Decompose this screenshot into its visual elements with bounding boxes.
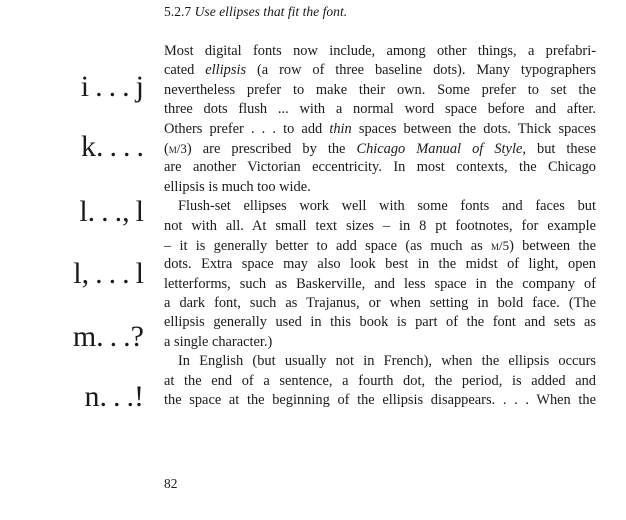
section-heading	[164, 2, 347, 21]
body-text	[164, 42, 596, 410]
text-line: are another Victorian eccentricity. In most contexts, the Chicago	[164, 159, 596, 176]
paragraph-start: In English (but usually not in French), when the ellipsis occurs	[178, 353, 596, 370]
text-line: ellipsis is much too wide.	[164, 178, 311, 195]
text-line: (m/3) are prescribed by the Chicago Manual of Style, but these	[164, 140, 597, 157]
page-number: 82	[164, 476, 178, 491]
small-caps: m/3	[168, 140, 187, 156]
text-line: Others prefer . . . to add thin spaces between the dots. Thick spaces	[164, 120, 596, 137]
margin-example: n. . .!	[84, 380, 144, 413]
text-line: a dark font, such as Trajanus, or when setting in bold face. (The	[164, 295, 596, 312]
text-line: a single character.)	[164, 333, 273, 350]
text-line: – it is generally better to add space (as much as m/5) between the	[164, 237, 596, 254]
text-line: the space at the beginning of the ellipsis disappears. . . . When the	[164, 392, 596, 409]
small-caps: m/5	[490, 237, 510, 253]
book-title: Chicago Manual of Style,	[356, 140, 526, 157]
margin-example: m. . .?	[72, 320, 144, 353]
text-line: Most digital fonts now include, among other things, a prefabri-	[164, 43, 596, 59]
text-line: ellipsis generally used in this book is part of the font and sets as	[164, 314, 596, 331]
text-line: dots. Extra space may also look best in the midst of light, open	[164, 256, 596, 273]
margin-example: l, . . . l	[73, 257, 144, 290]
margin-example: k. . . .	[80, 130, 144, 163]
emphasis: thin	[329, 120, 352, 137]
section-title: Use ellipses that fit the font.	[194, 4, 348, 19]
margin-example: l. . ., l	[79, 195, 144, 228]
text-line: nevertheless prefer to make their own. Some prefer to set the	[164, 81, 596, 98]
text-line: three dots flush ... with a normal word space before and after.	[164, 101, 596, 118]
text-line: letterforms, such as Baskerville, and less space in the company of	[164, 275, 596, 292]
text-line: cated ellipsis (a row of three baseline dots). Many typographers	[164, 62, 596, 79]
margin-example: i . . . j	[80, 70, 144, 103]
emphasis: ellipsis	[205, 62, 247, 79]
text-line: not with all. At small text sizes – in 8 pt footnotes, for example	[164, 217, 596, 234]
text-line: at the end of a sentence, a fourth dot, the period, is added and	[164, 372, 596, 389]
paragraph-start: Flush-set ellipses work well with some fonts and faces but	[178, 198, 596, 215]
section-number: 5.2.7	[164, 4, 192, 19]
